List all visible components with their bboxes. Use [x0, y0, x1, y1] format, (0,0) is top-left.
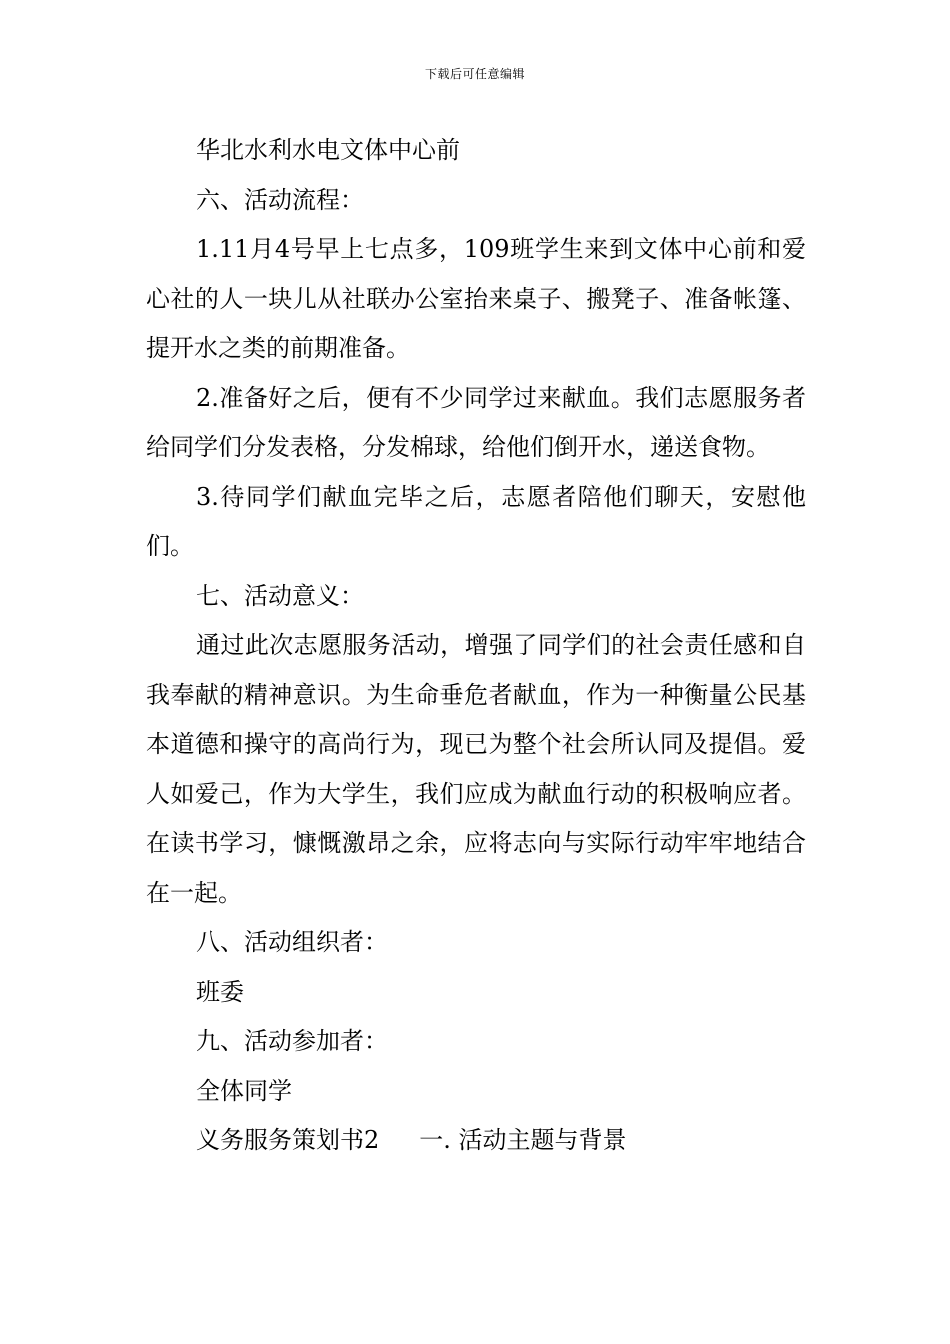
next-section-heading: 一. 活动主题与背景: [419, 1126, 627, 1154]
page-header-note: 下载后可任意编辑: [424, 67, 525, 81]
paragraph-significance: 通过此次志愿服务活动，增强了同学们的社会责任感和自我奉献的精神意识。为生命垂危者献血，作为一种衡量公民基本道德和操守的高尚行为，现已为整个社会所认同及提倡。爱人如爱己，作为大学生，我们应成为献血行动的积极响应者。在读书学习，慷慨激昂之余，应将志向与实际行动牢牢地结合在一起。: [146, 631, 806, 907]
paragraph-next-title: [146, 1116, 806, 1166]
heading-participants: 九、活动参加者：: [196, 1027, 388, 1055]
paragraph-venue: 华北水利水电文体中心前: [196, 136, 460, 164]
paragraph-organizer: 班委: [196, 977, 244, 1006]
document-body: [146, 126, 806, 1166]
paragraph-participants: 全体同学: [196, 1076, 292, 1105]
heading-significance: 七、活动意义：: [196, 581, 364, 610]
paragraph-step-1: 1.11月4号早上七点多，109班学生来到文体中心前和爱心社的人一块儿从社联办公室抬来桌子、搬凳子、准备帐篷、提开水之类的前期准备。: [146, 235, 806, 362]
paragraph-step-2: 2.准备好之后，便有不少同学过来献血。我们志愿服务者给同学们分发表格，分发棉球，给他们倒开水，递送食物。: [146, 383, 806, 461]
heading-process: 六、活动流程：: [196, 185, 364, 214]
next-document-title: 义务服务策划书2: [196, 1126, 380, 1154]
paragraph-step-3: 3.待同学们献血完毕之后，志愿者陪他们聊天，安慰他们。: [146, 482, 806, 560]
heading-organizer: 八、活动组织者：: [196, 928, 388, 956]
